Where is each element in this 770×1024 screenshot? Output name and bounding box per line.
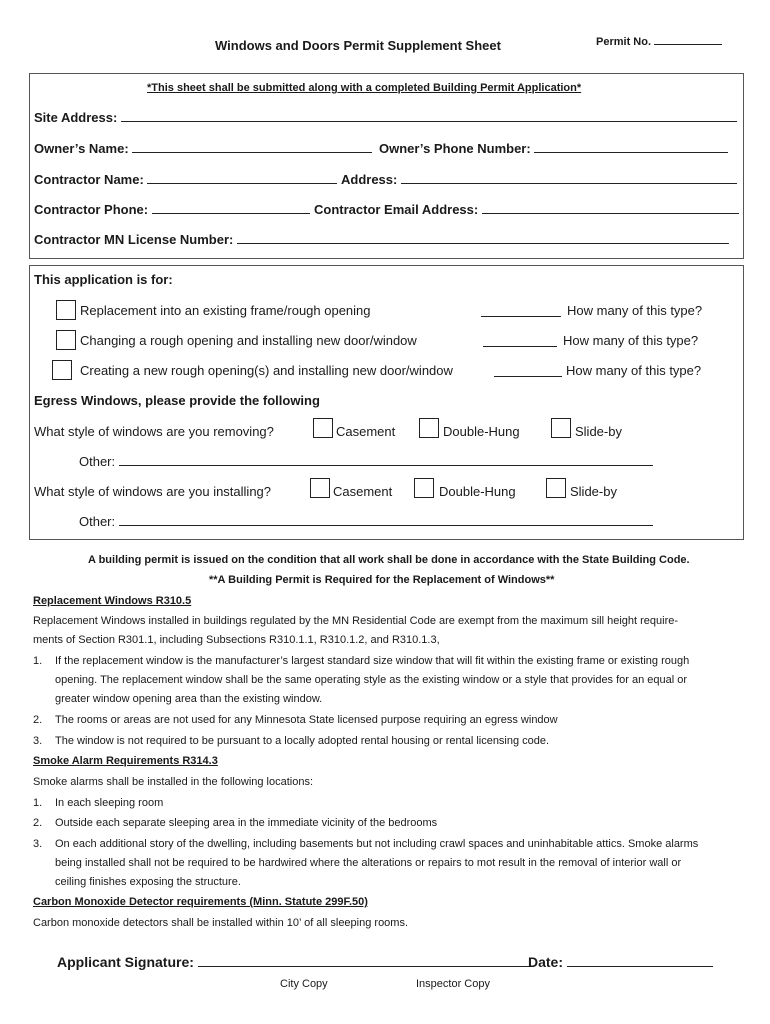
contractor-address-line	[401, 183, 737, 184]
permit-number-line	[654, 44, 722, 45]
owner-phone-label: Owner’s Phone Number:	[379, 141, 531, 156]
replacement-intro-line-2: ments of Section R301.1, including Subsections R310.1.1, R310.1.2, and R310.1.3,	[33, 634, 440, 646]
smoke-heading: Smoke Alarm Requirements R314.3	[33, 755, 218, 767]
signature-field[interactable]	[57, 954, 534, 970]
smoke-item-3-number: 3.	[33, 838, 43, 850]
signature-label: Applicant Signature:	[57, 954, 194, 970]
contractor-phone-line	[152, 213, 310, 214]
contractor-email-field[interactable]	[314, 202, 739, 217]
replacement-intro-line-1: Replacement Windows installed in buildings regulated by the MN Residential Code are exempt from the maximum sill height require-	[33, 615, 679, 627]
replacement-item-2	[33, 714, 558, 726]
replacement-count-label: How many of this type?	[567, 303, 703, 318]
contractor-name-line	[147, 183, 337, 184]
creating-count-line[interactable]	[494, 362, 562, 377]
installing-casement-checkbox[interactable]	[310, 478, 330, 498]
site-address-label: Site Address:	[34, 110, 118, 125]
replacement-heading: Replacement Windows R310.5	[33, 595, 192, 607]
owner-name-line	[132, 152, 372, 153]
replacement-option-label: Replacement into an existing frame/rough opening	[80, 303, 371, 318]
contractor-email-label: Contractor Email Address:	[314, 202, 479, 217]
owner-name-label: Owner’s Name:	[34, 141, 129, 156]
smoke-item-1	[33, 797, 163, 809]
inspector-copy-label: Inspector Copy	[416, 978, 490, 990]
removing-other-field[interactable]	[79, 454, 653, 469]
removing-slide-by-checkbox[interactable]	[551, 418, 571, 438]
replacement-item-1	[33, 655, 689, 667]
replacement-item-1-line-2: opening. The replacement window shall be the same operating style as the existing window or a style that provides for an equal or	[55, 674, 688, 686]
removing-question: What style of windows are you removing?	[34, 424, 274, 439]
removing-double-hung-label: Double-Hung	[443, 424, 520, 439]
replacement-checkbox[interactable]	[56, 300, 76, 320]
owner-phone-field[interactable]	[379, 141, 728, 156]
replacement-item-3-text: The window is not required to be pursuant to a locally adopted rental housing or rental licensing code.	[55, 735, 550, 747]
site-address-field[interactable]	[34, 110, 737, 125]
owner-name-field[interactable]	[34, 141, 372, 156]
removing-casement-label: Casement	[336, 424, 396, 439]
smoke-item-3-text: On each additional story of the dwelling, including basements but not including crawl spaces and uninhabitable attics. Smoke alarms	[55, 838, 699, 850]
signature-line	[198, 966, 534, 967]
smoke-item-2	[33, 817, 437, 829]
contractor-phone-label: Contractor Phone:	[34, 202, 149, 217]
replacement-item-1-line-3: greater window opening area than the existing window.	[55, 693, 323, 705]
replacement-item-3-number: 3.	[33, 735, 43, 747]
removing-other-line	[119, 465, 653, 466]
installing-casement-label: Casement	[333, 484, 393, 499]
creating-option-label: Creating a new rough opening(s) and installing new door/window	[80, 363, 453, 378]
smoke-item-3-line-3: ceiling finishes exposing the structure.	[55, 876, 241, 888]
installing-slide-by-label: Slide-by	[570, 484, 617, 499]
owner-phone-line	[534, 152, 728, 153]
removing-double-hung-checkbox[interactable]	[419, 418, 439, 438]
date-field[interactable]	[528, 954, 713, 970]
removing-casement-checkbox[interactable]	[313, 418, 333, 438]
changing-checkbox[interactable]	[56, 330, 76, 350]
smoke-item-2-number: 2.	[33, 817, 43, 829]
smoke-item-2-text: Outside each separate sleeping area in the immediate vicinity of the bedrooms	[55, 817, 438, 829]
contractor-email-line	[482, 213, 739, 214]
creating-checkbox[interactable]	[52, 360, 72, 380]
permit-required-note: **A Building Permit is Required for the Replacement of Windows**	[209, 574, 555, 586]
smoke-item-3-line-2: being installed shall not be required to be hardwired where the alterations or repairs to mot result in the removal of interior wall or	[55, 857, 682, 869]
replacement-item-2-number: 2.	[33, 714, 43, 726]
changing-count-line[interactable]	[483, 332, 557, 347]
egress-heading: Egress Windows, please provide the following	[34, 393, 320, 408]
smoke-item-1-text: In each sleeping room	[55, 797, 164, 809]
contractor-address-field[interactable]	[341, 172, 737, 187]
smoke-intro: Smoke alarms shall be installed in the following locations:	[33, 776, 314, 788]
changing-count-label: How many of this type?	[563, 333, 699, 348]
installing-other-line	[119, 525, 653, 526]
contractor-name-label: Contractor Name:	[34, 172, 144, 187]
replacement-item-1-number: 1.	[33, 655, 43, 667]
changing-option-label: Changing a rough opening and installing new door/window	[80, 333, 417, 348]
license-number-label: Contractor MN License Number:	[34, 232, 234, 247]
removing-slide-by-label: Slide-by	[575, 424, 622, 439]
license-number-line	[237, 243, 729, 244]
installing-slide-by-checkbox[interactable]	[546, 478, 566, 498]
permit-number-field[interactable]	[596, 36, 722, 48]
installing-other-field[interactable]	[79, 514, 653, 529]
date-label: Date:	[528, 954, 564, 970]
replacement-item-1-text: If the replacement window is the manufacturer’s largest standard size window that will fit within the existing frame or existing rough	[55, 655, 690, 667]
submission-notice: *This sheet shall be submitted along with a completed Building Permit Application*	[147, 82, 582, 94]
application-heading: This application is for:	[34, 272, 173, 287]
replacement-item-2-text: The rooms or areas are not used for any Minnesota State licensed purpose requiring an egress window	[55, 714, 558, 726]
contractor-address-label: Address:	[341, 172, 398, 187]
installing-double-hung-checkbox[interactable]	[414, 478, 434, 498]
co-heading: Carbon Monoxide Detector requirements (Minn. Statute 299F.50)	[33, 896, 368, 908]
co-text: Carbon monoxide detectors shall be installed within 10’ of all sleeping rooms.	[33, 917, 409, 929]
site-address-line	[121, 121, 737, 122]
smoke-item-1-number: 1.	[33, 797, 43, 809]
smoke-item-3	[33, 838, 698, 850]
installing-question: What style of windows are you installing?	[34, 484, 272, 499]
removing-other-label: Other:	[79, 454, 116, 469]
creating-count-label: How many of this type?	[566, 363, 702, 378]
replacement-item-3	[33, 735, 549, 747]
condition-note: A building permit is issued on the condition that all work shall be done in accordance with the State Building Code.	[88, 554, 690, 566]
replacement-count-line[interactable]	[481, 302, 561, 317]
license-number-field[interactable]	[34, 232, 729, 247]
contractor-phone-field[interactable]	[34, 202, 310, 217]
permit-number-label: Permit No.	[596, 36, 652, 48]
installing-other-label: Other:	[79, 514, 116, 529]
date-line	[567, 966, 713, 967]
city-copy-label: City Copy	[280, 978, 328, 990]
page-title: Windows and Doors Permit Supplement Sheet	[215, 38, 501, 53]
contractor-name-field[interactable]	[34, 172, 337, 187]
installing-double-hung-label: Double-Hung	[439, 484, 516, 499]
